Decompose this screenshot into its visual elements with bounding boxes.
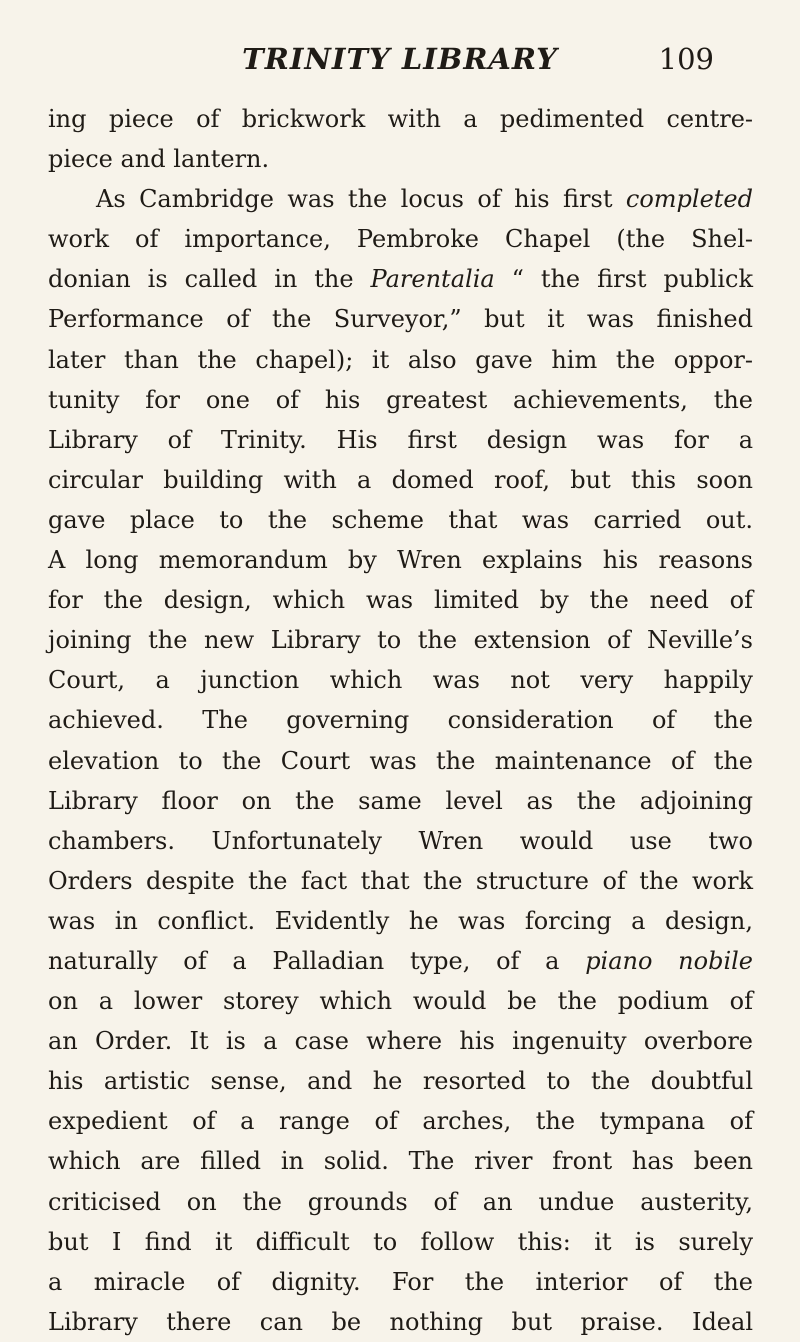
text-line bbox=[48, 941, 753, 981]
text-line bbox=[48, 179, 753, 219]
body-text bbox=[48, 99, 753, 1342]
text-line bbox=[48, 1182, 753, 1222]
text-line bbox=[48, 460, 753, 500]
text-line bbox=[48, 1101, 753, 1141]
text-segment: donian is called in the bbox=[48, 265, 371, 294]
text-segment: Court, a junction which was not very happily bbox=[48, 666, 753, 695]
italic-phrase: piano nobile bbox=[585, 946, 753, 975]
text-segment: which are filled in solid. The river front has been bbox=[48, 1147, 753, 1176]
text-line bbox=[48, 901, 753, 941]
text-line bbox=[48, 420, 753, 460]
running-title: TRINITY LIBRARY bbox=[242, 42, 558, 76]
text-line bbox=[48, 981, 753, 1021]
text-segment: tunity for one of his greatest achievements, the bbox=[48, 385, 753, 414]
text-segment: piece and lantern. bbox=[48, 145, 270, 174]
text-segment: joining the new Library to the extension of Neville’s bbox=[48, 626, 753, 655]
page-number: 109 bbox=[658, 42, 714, 76]
text-segment: Library there can be nothing but praise. Ideal bbox=[48, 1307, 753, 1336]
text-segment: was in conflict. Evidently he was forcing a design, bbox=[48, 906, 753, 935]
text-line bbox=[48, 139, 753, 179]
text-line bbox=[48, 1061, 753, 1101]
text-segment: his artistic sense, and he resorted to the doubtful bbox=[48, 1067, 753, 1096]
text-segment: criticised on the grounds of an undue austerity, bbox=[48, 1187, 753, 1216]
text-segment: achieved. The governing consideration of the bbox=[48, 706, 753, 735]
text-segment: on a lower storey which would be the podium of bbox=[48, 987, 753, 1016]
italic-phrase: completed bbox=[625, 185, 753, 214]
running-head bbox=[0, 42, 800, 82]
text-line bbox=[48, 1262, 753, 1302]
text-segment: As Cambridge was the locus of his first bbox=[96, 185, 626, 214]
text-segment: Library floor on the same level as the adjoining bbox=[48, 786, 753, 815]
text-line bbox=[48, 540, 753, 580]
text-line bbox=[48, 741, 753, 781]
text-line bbox=[48, 821, 753, 861]
text-line bbox=[48, 99, 753, 139]
text-line bbox=[48, 660, 753, 700]
text-segment: gave place to the scheme that was carried out. bbox=[48, 505, 753, 534]
text-segment: elevation to the Court was the maintenance of the bbox=[48, 746, 753, 775]
text-line bbox=[48, 500, 753, 540]
text-line bbox=[48, 259, 753, 299]
text-segment: work of importance, Pembroke Chapel (the Shel- bbox=[48, 225, 753, 254]
text-line bbox=[48, 1222, 753, 1262]
text-segment: Library of Trinity. His first design was for a bbox=[48, 425, 753, 454]
text-line bbox=[48, 340, 753, 380]
text-line bbox=[48, 700, 753, 740]
italic-phrase: Parentalia bbox=[370, 265, 495, 294]
text-segment: expedient of a range of arches, the tympana of bbox=[48, 1107, 753, 1136]
text-segment: ing piece of brickwork with a pedimented centre- bbox=[48, 105, 753, 133]
text-segment: Performance of the Surveyor,” but it was finished bbox=[48, 305, 753, 334]
text-segment: for the design, which was limited by the need of bbox=[48, 586, 753, 615]
text-line bbox=[48, 861, 753, 901]
text-line bbox=[48, 1021, 753, 1061]
text-line bbox=[48, 1141, 753, 1181]
text-segment: but I find it difficult to follow this: it is surely bbox=[48, 1227, 753, 1256]
text-segment: Orders despite the fact that the structure of the work bbox=[48, 866, 753, 895]
text-line bbox=[48, 380, 753, 420]
text-segment: an Order. It is a case where his ingenuity overbore bbox=[48, 1027, 753, 1056]
text-segment: chambers. Unfortunately Wren would use two bbox=[48, 826, 753, 855]
text-segment: circular building with a domed roof, but this soon bbox=[48, 465, 753, 494]
text-segment: later than the chapel); it also gave him the oppor- bbox=[48, 345, 753, 374]
text-line bbox=[48, 219, 753, 259]
text-segment: “ the first publick bbox=[494, 265, 753, 294]
text-line bbox=[48, 580, 753, 620]
text-segment: A long memorandum by Wren explains his reasons bbox=[48, 546, 753, 575]
text-segment: naturally of a Palladian type, of a bbox=[48, 946, 586, 975]
text-line bbox=[48, 781, 753, 821]
text-line bbox=[48, 620, 753, 660]
text-line bbox=[48, 1302, 753, 1342]
text-segment: a miracle of dignity. For the interior of the bbox=[48, 1267, 753, 1296]
text-line bbox=[48, 299, 753, 339]
